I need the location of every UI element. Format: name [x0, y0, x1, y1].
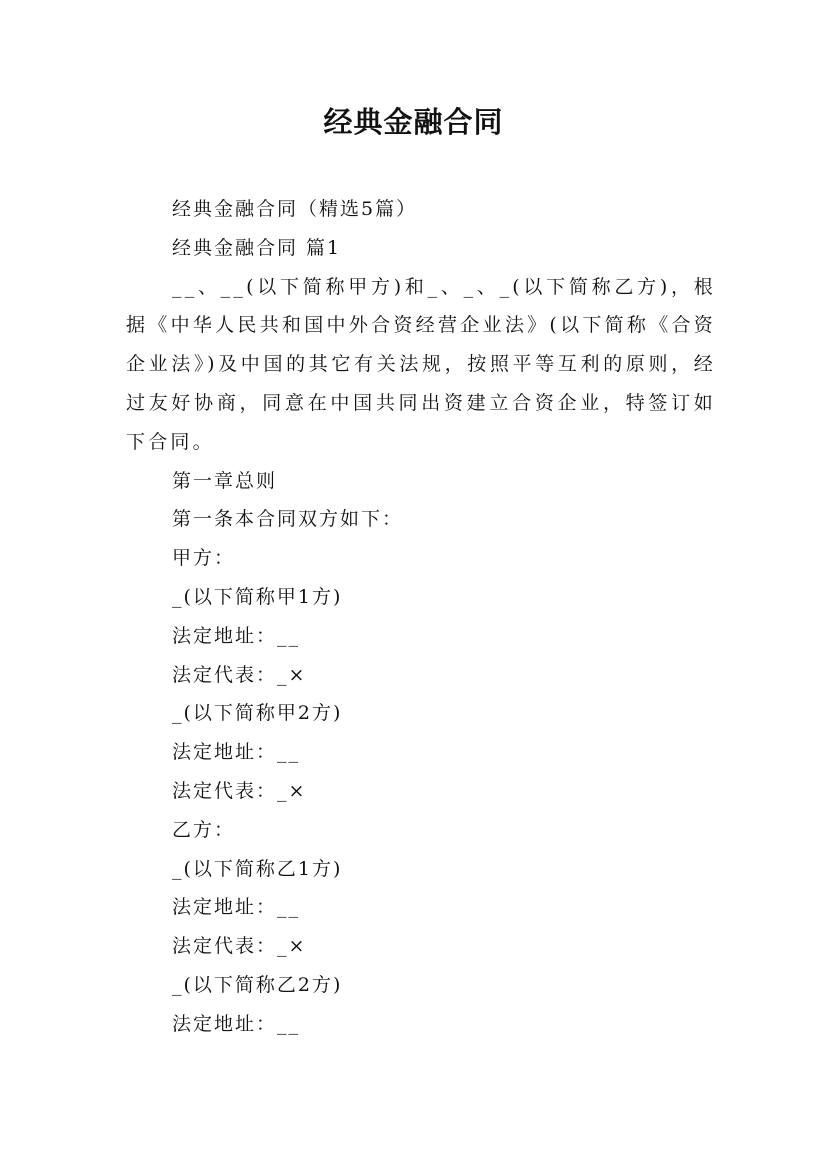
document-title: 经典金融合同 [323, 105, 504, 139]
party-b1-representative: 法定代表：_× [172, 935, 307, 958]
party-a1-address: 法定地址：__ [172, 624, 301, 647]
party-b2-address: 法定地址：__ [172, 1012, 301, 1035]
section-heading: 经典金融合同 篇1 [172, 236, 342, 259]
party-b1-name: _(以下简称乙1方) [172, 857, 343, 880]
party-a-heading: 甲方： [172, 547, 236, 570]
party-b2-name: _(以下简称乙2方) [172, 973, 343, 996]
party-a2-representative: 法定代表：_× [172, 779, 307, 802]
subtitle-line: 经典金融合同（精选5篇） [172, 198, 418, 220]
chapter-title: 第一章总则 [172, 469, 278, 492]
party-b-heading: 乙方： [172, 818, 236, 841]
party-a2-address: 法定地址：__ [172, 741, 301, 764]
party-a1-name: _(以下简称甲1方) [172, 585, 343, 608]
article-1: 第一条本合同双方如下： [172, 508, 404, 531]
party-a2-name: _(以下简称甲2方) [172, 702, 343, 725]
party-b1-address: 法定地址：__ [172, 896, 301, 919]
party-a1-representative: 法定代表：_× [172, 663, 307, 686]
document-body [126, 190, 716, 1044]
intro-paragraph: __、__(以下简称甲方)和_、_、_(以下简称乙方)，根据《中华人民共和国中外合资经营企业法》(以下简称《合资企业法》)及中国的其它有关法规，按照平等互利的原则，经过友好协商，同意在中国共同出资建立合资企业，特签订如下合同。 [126, 275, 716, 453]
